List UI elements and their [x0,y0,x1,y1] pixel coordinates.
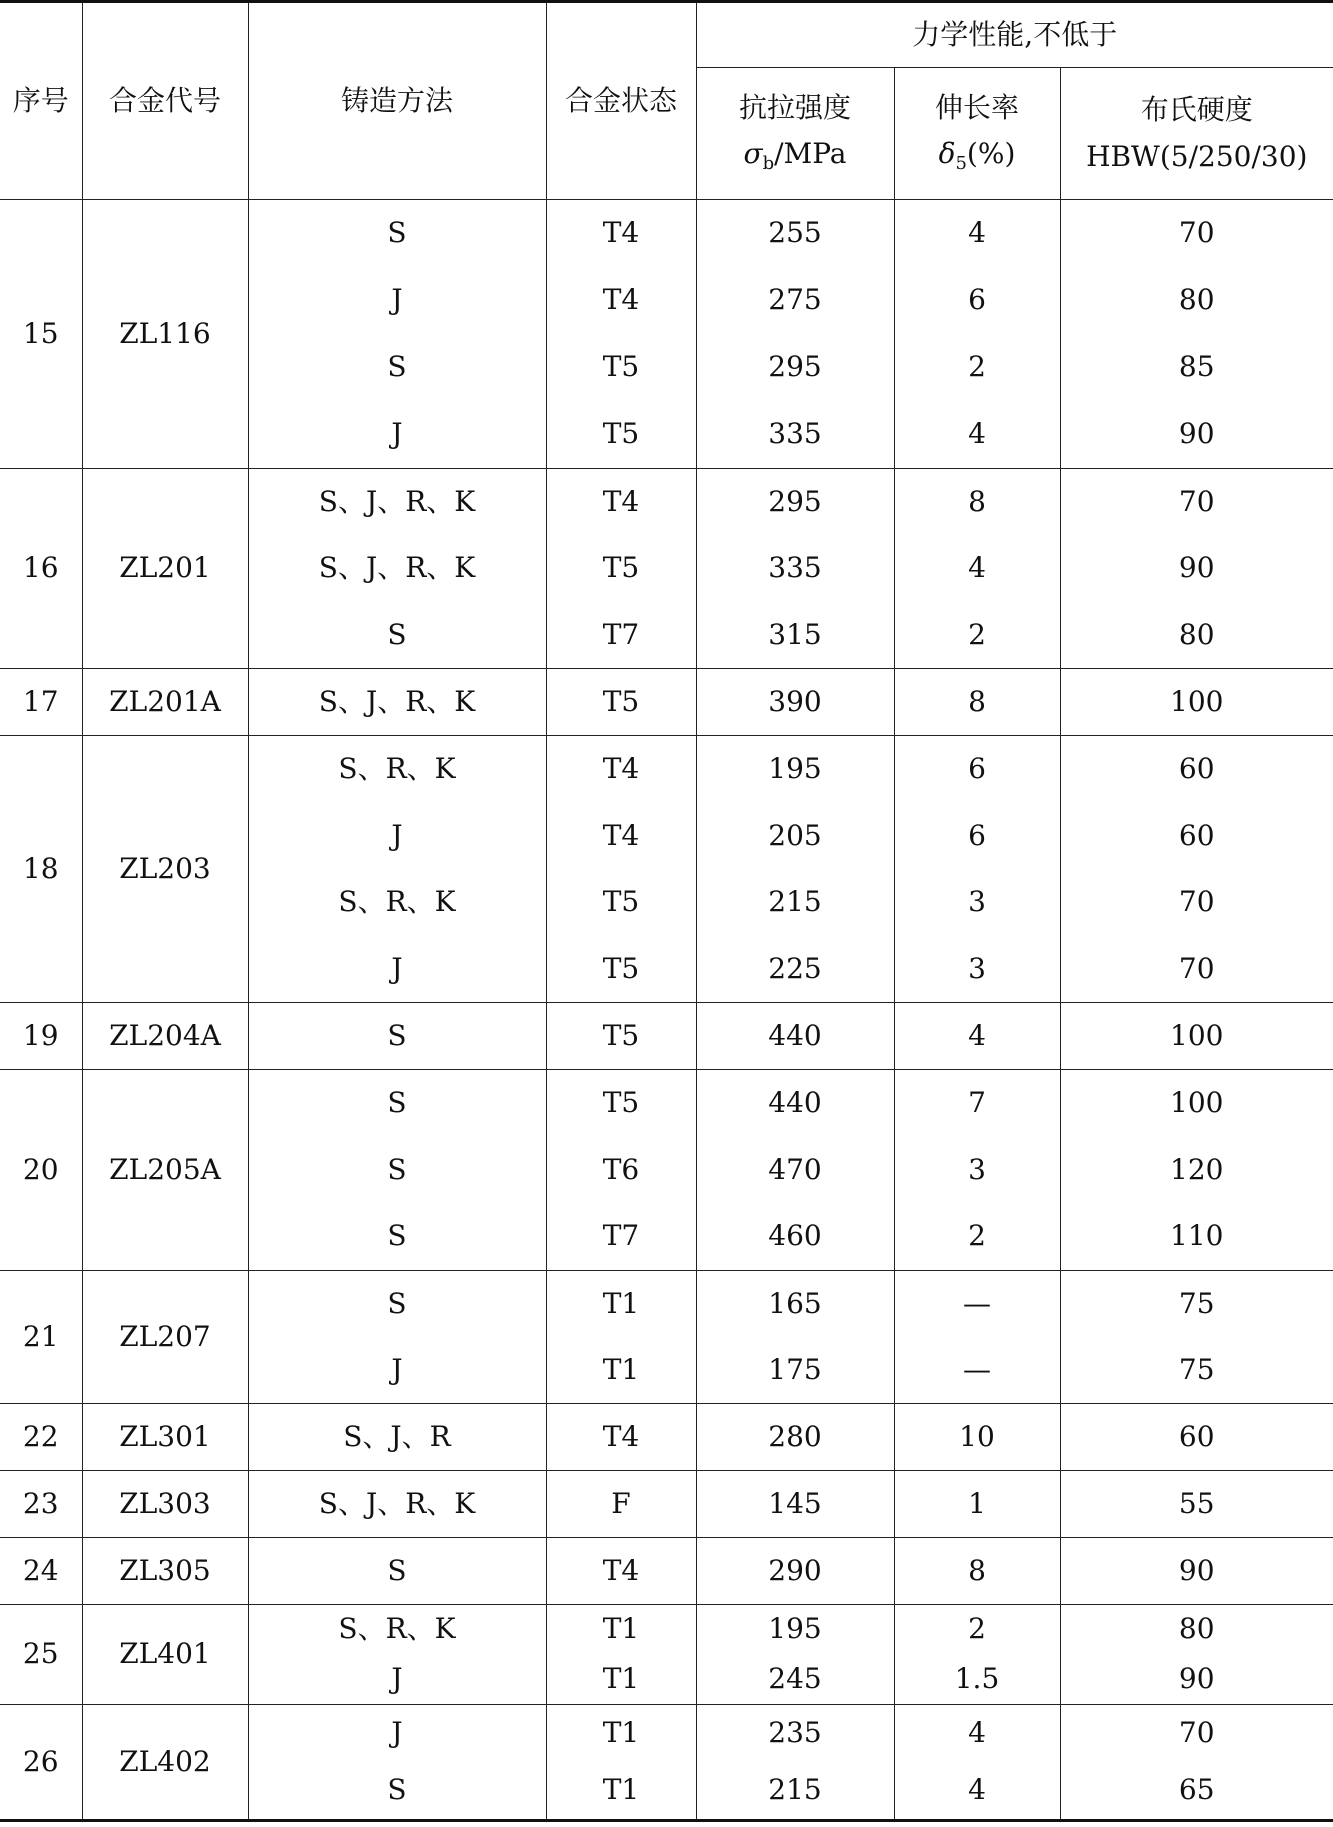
table-body [0,200,1333,1821]
cell-elongation: 7 [894,1070,1060,1137]
cell-index: 23 [0,1471,82,1538]
cell-brinell-hardness: 60 [1060,802,1333,869]
cell-alloy-code: ZL205A [82,1070,248,1271]
cell-brinell-hardness: 100 [1060,669,1333,736]
header-mechanical-properties: 力学性能,不低于 [696,2,1333,68]
cell-alloy-state: T5 [546,1003,696,1070]
cell-brinell-hardness: 65 [1060,1762,1333,1820]
cell-alloy-state: T4 [546,267,696,334]
sigma-symbol: σ [743,137,763,171]
cell-alloy-state: T1 [546,1337,696,1404]
cell-tensile-strength: 290 [696,1538,894,1605]
table-row [0,468,1333,535]
cell-brinell-hardness: 75 [1060,1337,1333,1404]
cell-alloy-state: T1 [546,1270,696,1337]
cell-tensile-strength: 195 [696,735,894,802]
cell-casting-method: S、J、R [248,1404,546,1471]
cell-casting-method: J [248,1337,546,1404]
cell-alloy-state: T5 [546,669,696,736]
cell-tensile-strength: 390 [696,669,894,736]
cell-brinell-hardness: 70 [1060,869,1333,936]
cell-casting-method: S、R、K [248,1604,546,1654]
cell-casting-method: S [248,200,546,267]
cell-tensile-strength: 145 [696,1471,894,1538]
cell-casting-method: S [248,1070,546,1137]
cell-alloy-state: T4 [546,802,696,869]
cell-brinell-hardness: 100 [1060,1003,1333,1070]
cell-elongation: 4 [894,1762,1060,1820]
cell-index: 15 [0,200,82,469]
delta-symbol: δ [938,137,956,171]
header-alloy-state: 合金状态 [546,2,696,200]
hard-name: 布氏硬度 [1140,93,1253,127]
hard-unit: HBW(5/250/30) [1086,139,1308,173]
cell-casting-method: J [248,936,546,1003]
cell-elongation: 2 [894,1604,1060,1654]
cell-tensile-strength: 215 [696,869,894,936]
cell-index: 16 [0,468,82,669]
cell-alloy-code: ZL201 [82,468,248,669]
cell-alloy-code: ZL116 [82,200,248,469]
cell-elongation: 2 [894,602,1060,669]
cell-elongation: 4 [894,401,1060,468]
table-row [0,669,1333,736]
cell-alloy-state: T4 [546,468,696,535]
cell-tensile-strength: 215 [696,1762,894,1820]
cell-casting-method: S、R、K [248,735,546,802]
cell-casting-method: J [248,1704,546,1762]
cell-brinell-hardness: 100 [1060,1070,1333,1137]
cell-alloy-state: T5 [546,535,696,602]
cell-alloy-state: T5 [546,869,696,936]
cell-brinell-hardness: 70 [1060,200,1333,267]
cell-index: 25 [0,1604,82,1704]
cell-tensile-strength: 245 [696,1654,894,1704]
cell-casting-method: S [248,1003,546,1070]
cell-alloy-state: T4 [546,1538,696,1605]
table-row [0,1604,1333,1654]
cell-elongation: 2 [894,1203,1060,1270]
cell-alloy-code: ZL402 [82,1704,248,1820]
cell-tensile-strength: 315 [696,602,894,669]
cell-alloy-state: T7 [546,602,696,669]
cell-alloy-state: T5 [546,334,696,401]
table-row [0,1003,1333,1070]
cell-tensile-strength: 335 [696,535,894,602]
cell-elongation: 1 [894,1471,1060,1538]
cell-elongation: 4 [894,535,1060,602]
header-index: 序号 [0,2,82,200]
cell-elongation: 3 [894,1137,1060,1204]
header-casting-method: 铸造方法 [248,2,546,200]
cell-brinell-hardness: 90 [1060,535,1333,602]
cell-elongation: 6 [894,735,1060,802]
cell-tensile-strength: 295 [696,468,894,535]
cell-elongation: 4 [894,1704,1060,1762]
header-alloy-code: 合金代号 [82,2,248,200]
elong-name: 伸长率 [934,91,1019,125]
cell-tensile-strength: 195 [696,1604,894,1654]
cell-index: 17 [0,669,82,736]
table-row [0,1070,1333,1137]
cell-elongation: 6 [894,267,1060,334]
cell-elongation: 4 [894,1003,1060,1070]
table-header [0,2,1333,200]
cell-brinell-hardness: 80 [1060,267,1333,334]
cell-elongation: 3 [894,936,1060,1003]
cell-brinell-hardness: 120 [1060,1137,1333,1204]
cell-brinell-hardness: 90 [1060,401,1333,468]
cell-elongation: 8 [894,1538,1060,1605]
cell-brinell-hardness: 80 [1060,1604,1333,1654]
elong-unit [939,138,1016,175]
cell-casting-method: S [248,334,546,401]
cell-casting-method: S [248,1203,546,1270]
cell-brinell-hardness: 70 [1060,1704,1333,1762]
cell-index: 22 [0,1404,82,1471]
cell-index: 18 [0,735,82,1002]
cell-casting-method: S [248,1270,546,1337]
cell-casting-method: S [248,602,546,669]
cell-alloy-state: T4 [546,1404,696,1471]
cell-alloy-state: T4 [546,735,696,802]
cell-tensile-strength: 440 [696,1070,894,1137]
cell-elongation: 8 [894,669,1060,736]
cell-elongation: 4 [894,200,1060,267]
cell-casting-method: S [248,1137,546,1204]
cell-tensile-strength: 205 [696,802,894,869]
cell-alloy-state: T6 [546,1137,696,1204]
cell-elongation: 3 [894,869,1060,936]
tensile-unit-rest: /MPa [774,137,847,171]
cell-alloy-state: T7 [546,1203,696,1270]
cell-index: 24 [0,1538,82,1605]
delta-subscript: 5 [955,153,967,175]
tensile-name: 抗拉强度 [738,91,851,125]
cell-alloy-state: T4 [546,200,696,267]
cell-index: 21 [0,1270,82,1404]
cell-brinell-hardness: 55 [1060,1471,1333,1538]
cell-brinell-hardness: 90 [1060,1538,1333,1605]
cell-brinell-hardness: 85 [1060,334,1333,401]
table-row [0,735,1333,802]
cell-tensile-strength: 235 [696,1704,894,1762]
cell-index: 26 [0,1704,82,1820]
cell-casting-method: J [248,401,546,468]
header-brinell-hardness [1060,68,1333,200]
cell-elongation: — [894,1337,1060,1404]
cell-alloy-state: T1 [546,1654,696,1704]
cell-alloy-code: ZL301 [82,1404,248,1471]
table-row [0,1471,1333,1538]
cell-alloy-code: ZL305 [82,1538,248,1605]
cell-elongation: 1.5 [894,1654,1060,1704]
cell-brinell-hardness: 70 [1060,936,1333,1003]
cell-tensile-strength: 165 [696,1270,894,1337]
cell-casting-method: J [248,1654,546,1704]
cell-casting-method: S、J、R、K [248,468,546,535]
cell-elongation: 8 [894,468,1060,535]
cell-casting-method: S [248,1762,546,1820]
cell-tensile-strength: 275 [696,267,894,334]
cell-tensile-strength: 440 [696,1003,894,1070]
cell-alloy-code: ZL207 [82,1270,248,1404]
cell-brinell-hardness: 60 [1060,1404,1333,1471]
table-row [0,1704,1333,1762]
cell-brinell-hardness: 70 [1060,468,1333,535]
cell-elongation: 10 [894,1404,1060,1471]
cell-casting-method: S、R、K [248,869,546,936]
sigma-subscript: b [762,153,775,175]
cell-casting-method: S、J、R、K [248,1471,546,1538]
cell-casting-method: J [248,267,546,334]
cell-alloy-code: ZL203 [82,735,248,1002]
cell-brinell-hardness: 75 [1060,1270,1333,1337]
cell-alloy-state: T5 [546,936,696,1003]
cell-tensile-strength: 175 [696,1337,894,1404]
cell-brinell-hardness: 60 [1060,735,1333,802]
cell-alloy-code: ZL201A [82,669,248,736]
cell-tensile-strength: 225 [696,936,894,1003]
cell-brinell-hardness: 110 [1060,1203,1333,1270]
cell-elongation: — [894,1270,1060,1337]
cell-tensile-strength: 470 [696,1137,894,1204]
cell-alloy-state: T1 [546,1704,696,1762]
table-row [0,200,1333,267]
cell-alloy-code: ZL303 [82,1471,248,1538]
cell-alloy-state: T5 [546,1070,696,1137]
cell-elongation: 2 [894,334,1060,401]
cell-brinell-hardness: 90 [1060,1654,1333,1704]
cell-casting-method: S [248,1538,546,1605]
header-tensile-strength [696,68,894,200]
cell-alloy-state: T1 [546,1762,696,1820]
cell-alloy-state: T1 [546,1604,696,1654]
cell-tensile-strength: 255 [696,200,894,267]
cell-casting-method: J [248,802,546,869]
header-elongation [894,68,1060,200]
cell-index: 20 [0,1070,82,1271]
cell-index: 19 [0,1003,82,1070]
table-row [0,1538,1333,1605]
tensile-unit [743,138,846,175]
cell-tensile-strength: 280 [696,1404,894,1471]
cell-tensile-strength: 295 [696,334,894,401]
elong-unit-rest: (%) [966,137,1016,171]
cell-alloy-state: T5 [546,401,696,468]
cell-tensile-strength: 460 [696,1203,894,1270]
cell-casting-method: S、J、R、K [248,669,546,736]
cell-elongation: 6 [894,802,1060,869]
cell-alloy-state: F [546,1471,696,1538]
cell-brinell-hardness: 80 [1060,602,1333,669]
table-row [0,1270,1333,1337]
cell-alloy-code: ZL401 [82,1604,248,1704]
cell-alloy-code: ZL204A [82,1003,248,1070]
cell-casting-method: S、J、R、K [248,535,546,602]
table-row [0,1404,1333,1471]
cell-tensile-strength: 335 [696,401,894,468]
